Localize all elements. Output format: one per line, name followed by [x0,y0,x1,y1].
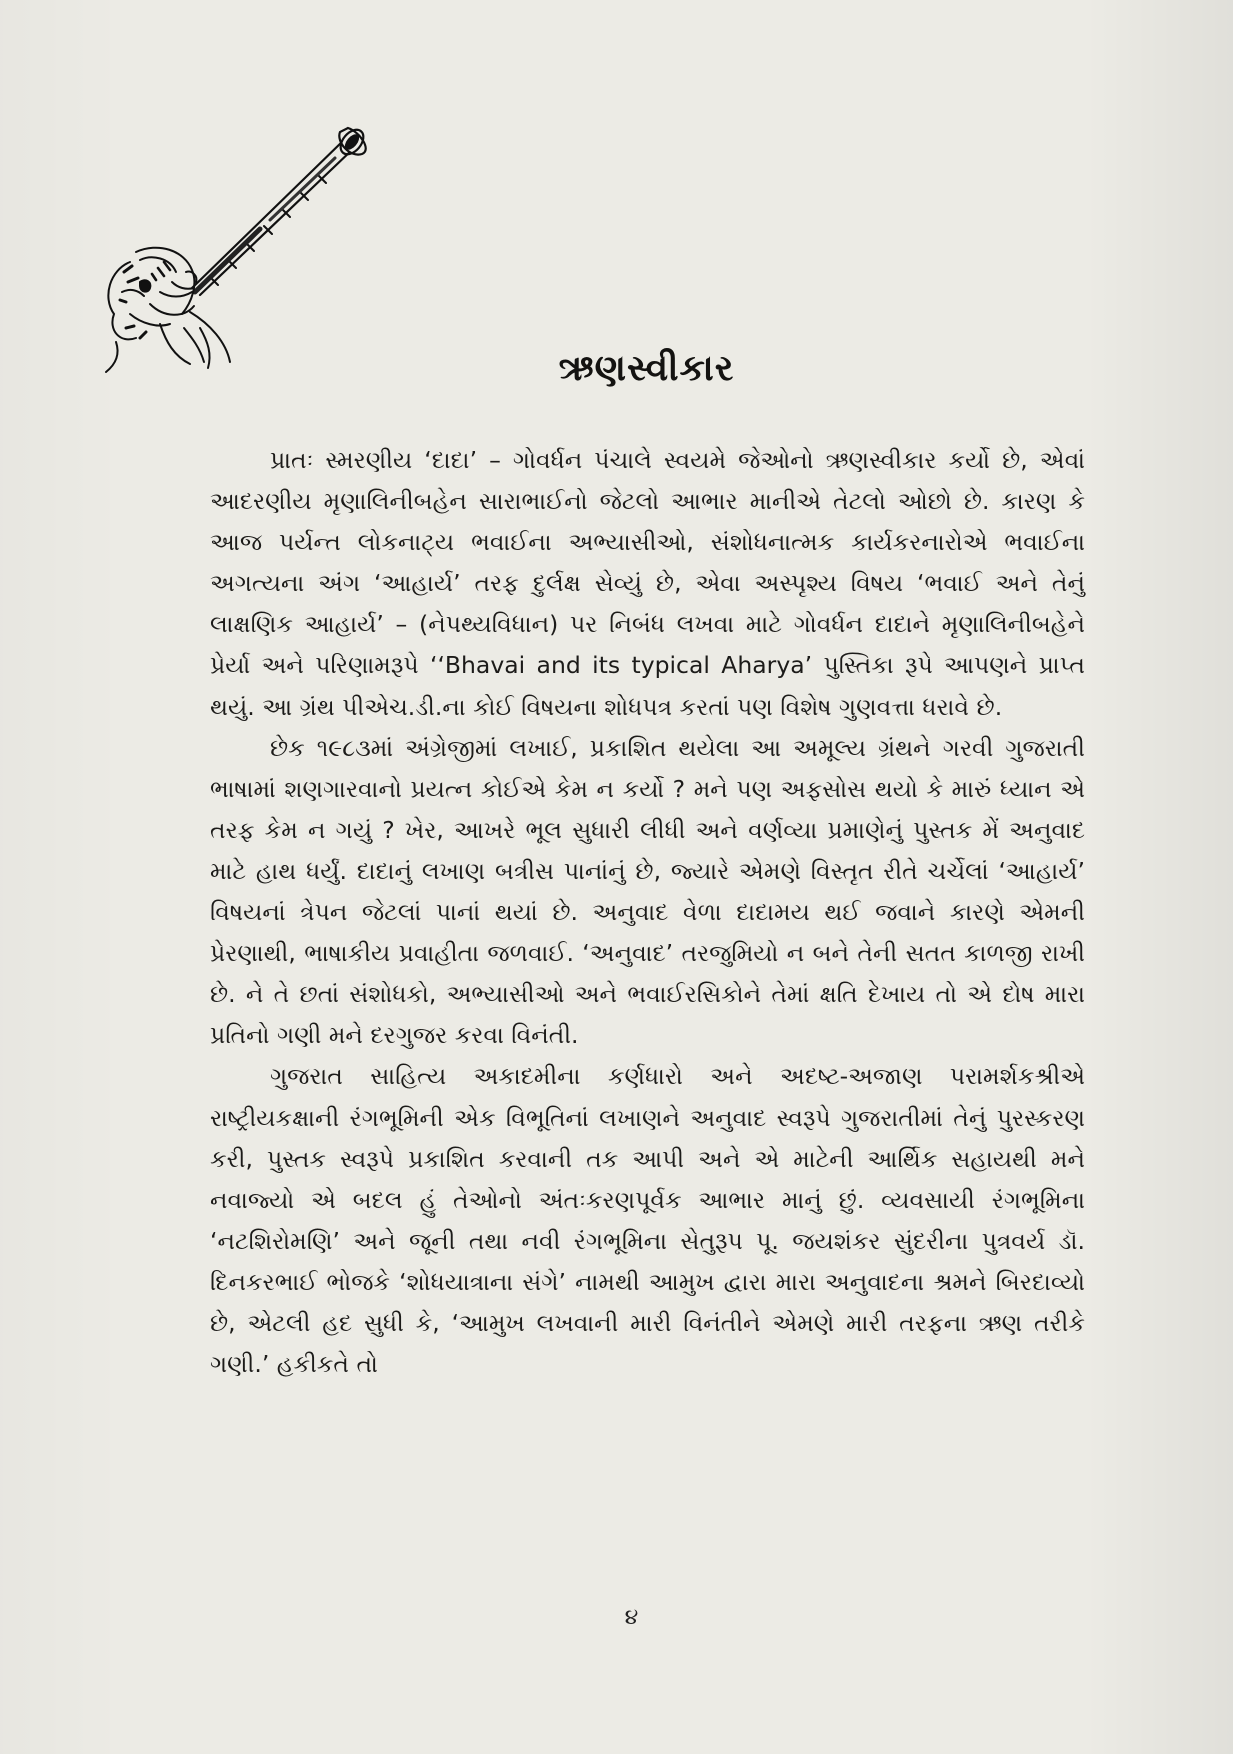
body-text [210,440,1085,1385]
page-number: ૪ [624,1605,639,1630]
paragraph: છેક ૧૯૮૩માં અંગ્રેજીમાં લખાઈ, પ્રકાશિત થયેલા આ અમૂલ્ય ગ્રંથને ગરવી ગુજરાતી ભાષામાં શણગારવાનો પ્રયત્ન કોઈએ કેમ ન કર્યો ? મને પણ અફસોસ થયો કે મારું ધ્યાન એ તરફ કેમ ન ગયું ? ખેર, આખરે ભૂલ સુધારી લીધી અને વર્ણવ્યા પ્રમાણેનું પુસ્તક મેં અનુવાદ માટે હાથ ધર્યું. દાદાનું લખાણ બત્રીસ પાનાંનું છે, જ્યારે એમણે વિસ્તૃત રીતે ચર્ચેલાં ‘આહાર્ય’ વિષયનાં ત્રેપન જેટલાં પાનાં થયાં છે. અનુવાદ વેળા દાદામય થઈ જવાને કારણે એમની પ્રેરણાથી, ભાષાકીય પ્રવાહીતા જળવાઈ. ‘અનુવાદ’ તરજુમિયો ન બને તેની સતત કાળજી રાખી છે. ને તે છતાં સંશોધકો, અભ્યાસીઓ અને ભવાઈરસિકોને તેમાં ક્ષતિ દેખાય તો એ દોષ મારા પ્રતિનો ગણી મને દરગુજર કરવા વિનંતી. [210,733,1085,1050]
bhungal-player-icon [100,92,420,382]
paragraph: ગુજરાત સાહિત્ય અકાદમીના કર્ણધારો અને અદષ્ટ-અજાણ પરામર્શકશ્રીએ રાષ્ટ્રીયકક્ષાની રંગભૂમિની એક વિભૂતિનાં લખાણને અનુવાદ સ્વરૂપે ગુજરાતીમાં તેનું પુરસ્કરણ કરી, પુસ્તક સ્વરૂપે પ્રકાશિત કરવાની તક આપી અને એ માટેની આર્થિક સહાયથી મને નવાજ્યો એ બદલ હું તેઓનો અંતઃકરણપૂર્વક આભાર માનું છું. વ્યવસાયી રંગભૂમિના ‘નટશિરોમણિ’ અને જૂની તથા નવી રંગભૂમિના સેતુરૂપ પૂ. જયશંકર સુંદરીના પુત્રવર્ય ડૉ. દિનકરભાઈ ભોજકે ‘શોધયાત્રાના સંગે’ નામથી આમુખ દ્વારા મારા અનુવાદના શ્રમને બિરદાવ્યો છે, એટલી હદ સુધી કે, ‘આમુખ લખવાની મારી વિનંતીને એમણે મારી તરફના ઋણ તરીકે ગણી.’ હકીકતે તો [210,1062,1085,1379]
page-title: ઋણસ્વીકાર [558,348,735,389]
paragraph: પ્રાતઃ સ્મરણીય ‘દાદા’ – ગોવર્ધન પંચાલે સ્વયમે જેઓનો ઋણસ્વીકાર કર્યો છે, એવાં આદરણીય મૃણાલિનીબહેન સારાભાઈનો જેટલો આભાર માનીએ તેટલો ઓછો છે. કારણ કે આજ પર્યન્ત લોકનાટ્ય ભવાઈના અભ્યાસીઓ, સંશોધનાત્મક કાર્યકરનારોએ ભવાઈના અગત્યના અંગ ‘આહાર્ય’ તરફ દુર્લક્ષ સેવ્યું છે, એવા અસ્પૃશ્ય વિષય ‘ભવાઈ અને તેનું લાક્ષણિક આહાર્ય’ – (નેપથ્યવિધાન) પર નિબંધ લખવા માટે ગોવર્ધન દાદાને મૃણાલિનીબહેને પ્રેર્યા અને પરિણામરૂપે ‘‘Bhavai and its typical Aharya’ પુસ્તિકા રૂપે આપણને પ્રાપ્ત થયું. આ ગ્રંથ પીએચ.ડી.ના કોઈ વિષયના શોધપત્ર કરતાં પણ વિશેષ ગુણવત્તા ધરાવે છે. [210,446,1085,721]
